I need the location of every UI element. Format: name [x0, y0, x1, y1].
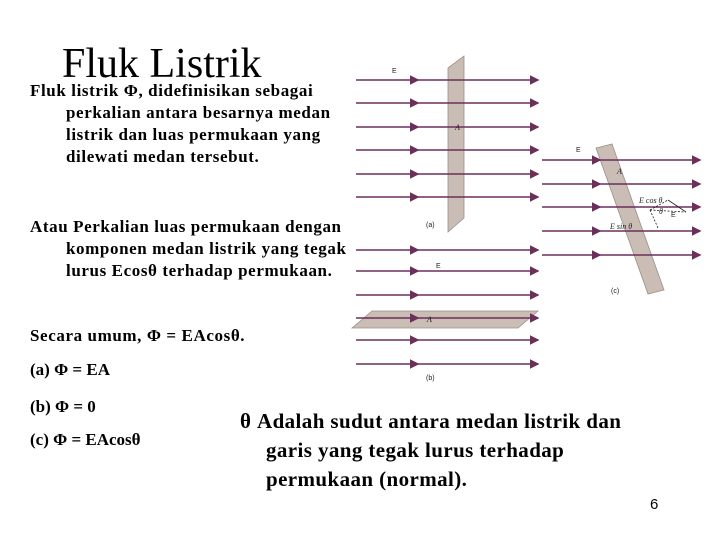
panel-c-field-label-2: E — [671, 212, 676, 219]
panel-b-caption: (b) — [426, 375, 435, 382]
general-formula: Secara umum, Φ = EAcosθ. — [30, 326, 246, 345]
case-b: (b) Φ = 0 — [30, 397, 96, 416]
panel-c-perp-component: E cos θ — [639, 196, 663, 205]
panel-c — [542, 144, 700, 295]
surface-b — [352, 311, 538, 328]
panel-a — [356, 56, 538, 232]
surface-a — [448, 56, 464, 232]
panel-a-area-label: A — [455, 123, 460, 132]
definition-line: Fluk listrik Φ, didefinisikan sebagai perkalian antara besarnya medan listrik dan luas permukaan yang dilewati medan tersebut. — [30, 81, 331, 166]
panel-c-area-label: A — [617, 167, 622, 176]
alternative-line: Atau Perkalian luas permukaan dengan komponen medan listrik yang tegak lurus Ecosθ terhadap permukaan. — [30, 217, 347, 280]
panel-b — [352, 250, 538, 382]
slide-title: Fluk Listrik — [62, 41, 262, 87]
surface-c — [596, 144, 664, 294]
case-c: (c) Φ = EAcosθ — [30, 430, 141, 449]
panel-b-field-label: E — [436, 263, 441, 270]
panel-c-theta: θ — [659, 207, 663, 216]
panel-c-par-component: E sin θ — [610, 222, 633, 231]
page-number: 6 — [650, 496, 659, 513]
theta-note-text: θ Adalah sudut antara medan listrik dan garis yang tegak lurus terhadap permukaan (normal). — [240, 409, 622, 491]
panel-c-caption: (c) — [611, 288, 620, 295]
case-a: (a) Φ = EA — [30, 360, 110, 379]
panel-c-field-label: E — [576, 147, 581, 154]
panel-a-field-label: E — [392, 68, 397, 75]
panel-a-caption: (a) — [426, 222, 435, 229]
panel-b-area-label: A — [427, 315, 432, 324]
